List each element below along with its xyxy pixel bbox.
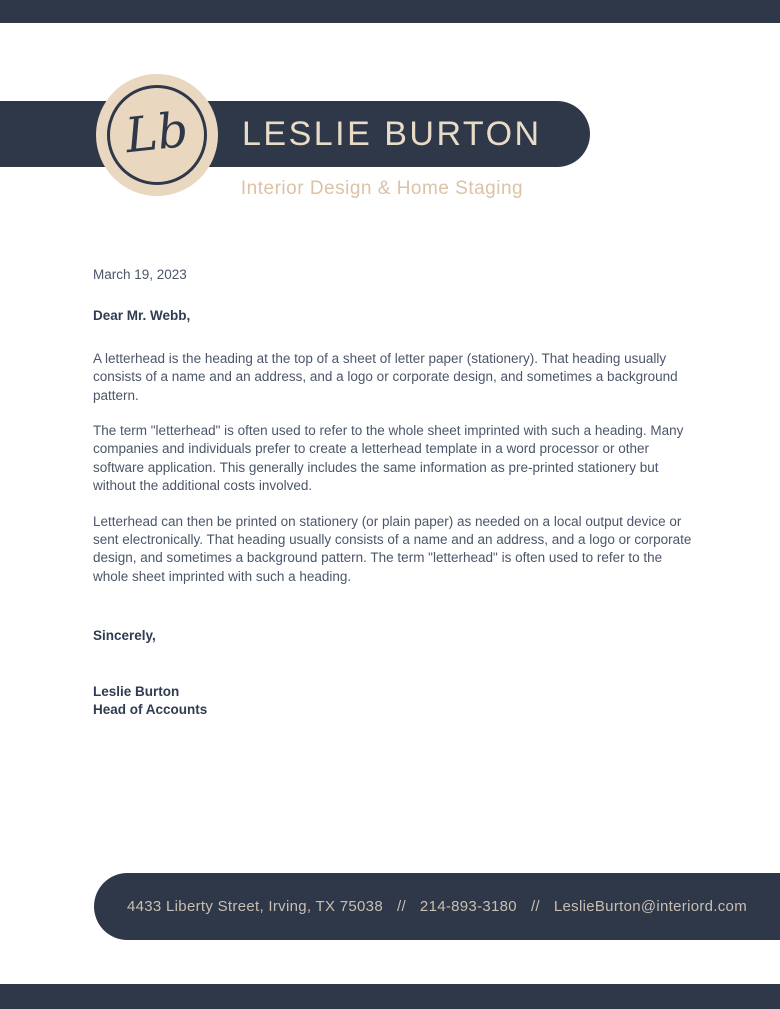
letter-closing: Sincerely,: [93, 628, 156, 644]
footer-separator: //: [396, 898, 406, 915]
letter-body: [93, 266, 693, 720]
letter-salutation: Dear Mr. Webb,: [93, 308, 191, 324]
footer-contact-bar: [94, 873, 780, 940]
footer-phone: 214-893-3180: [419, 898, 517, 915]
logo-monogram: Lb: [122, 101, 191, 165]
letter-paragraph-2: The term "letterhead" is often used to refer to the whole sheet imprinted with such a heading. Many companies and individuals prefer to create a letterhead template in a word processor or other software application. This generally includes the same information as pre-printed stationery but without the additional costs involved.: [93, 423, 684, 494]
footer-address: 4433 Liberty Street, Irving, TX 75038: [127, 898, 383, 915]
brand-logo: [96, 74, 218, 196]
letter-paragraph-3: Letterhead can then be printed on stationery (or plain paper) as needed on a local output device or sent electronically. That heading usually consists of a name and an address, and a logo or corporate design, and sometimes a background pattern. The term "letterhead" is often used to refer to the whole sheet imprinted with such a heading.: [93, 513, 692, 584]
signature-title: Head of Accounts: [93, 702, 208, 718]
top-accent-bar: [0, 0, 780, 23]
letter-paragraph-1: A letterhead is the heading at the top of a sheet of letter paper (stationery). That heading usually consists of a name and an address, and a logo or corporate design, and sometimes a background pattern.: [93, 350, 678, 403]
brand-tagline: Interior Design & Home Staging: [240, 178, 524, 199]
footer-separator: //: [530, 898, 540, 915]
signature-name: Leslie Burton: [93, 683, 180, 699]
footer-email: LeslieBurton@interiord.com: [553, 898, 747, 915]
bottom-accent-bar: [0, 984, 780, 1009]
letter-date: March 19, 2023: [93, 267, 187, 282]
brand-name: LESLIE BURTON: [242, 115, 542, 153]
